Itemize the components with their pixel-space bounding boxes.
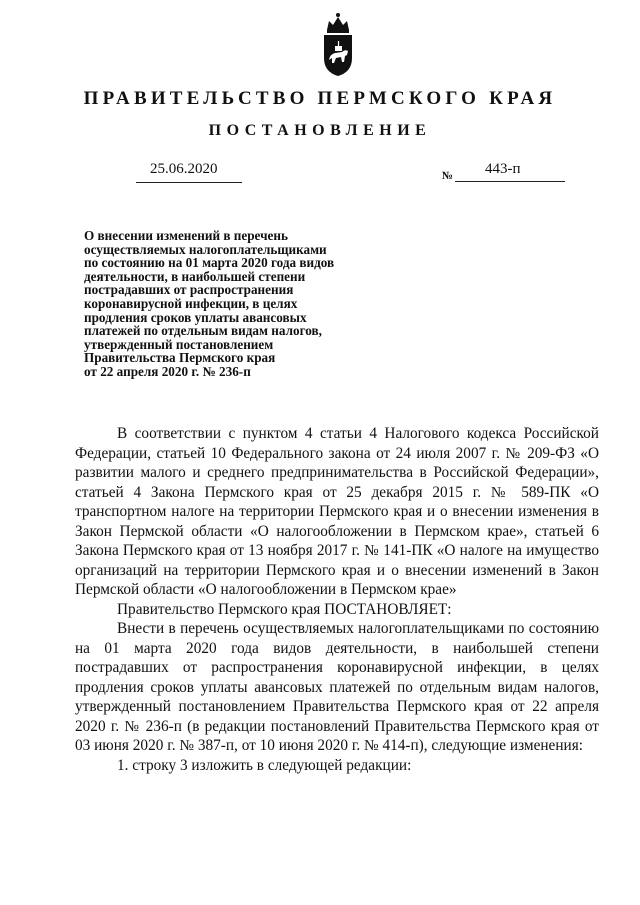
body-paragraph-preamble: В соответствии с пунктом 4 статьи 4 Налогового кодекса Российской Федерации, статьей 10 Федерального закона от 24 июля 2007 г. № 209-ФЗ «О развитии малого и среднего предпринимательства в Российской Федерации», статьей 4 Закона Пермского края от 25 декабря 2015 г. № 589-ПК «О транспортном налоге на территории Пермского края и о внесении изменения в Закон Пермской области «О налогообложении в Пермском крае», статьей 6 Закона Пермского края от 13 ноября 2017 г. № 141-ПК «О налоге на имущество организаций на территории Пермского края и о внесении изменений в Закон Пермской области «О налогообложении в Пермском крае» — [75, 425, 599, 598]
perm-krai-coat-of-arms-icon — [318, 10, 358, 80]
subject-line: по состоянию на 01 марта 2020 года видов — [84, 255, 335, 271]
subject-line: продления сроков уплаты авансовых — [84, 309, 307, 325]
subject-line: коронавирусной инфекции, в целях — [84, 295, 298, 311]
subject-line: от 22 апреля 2020 г. № 236-п — [84, 363, 251, 379]
subject-line: деятельности, в наибольшей степени — [84, 268, 306, 284]
number-underline — [455, 181, 565, 182]
body-paragraph-decree: Правительство Пермского края ПОСТАНОВЛЯЕТ: — [117, 600, 452, 618]
document-subject — [84, 229, 384, 379]
subject-line: осуществляемых налогоплательщиками — [84, 241, 327, 257]
document-body — [75, 424, 599, 775]
subject-line: утвержденный постановлением — [84, 336, 274, 352]
subject-line: пострадавших от распространения — [84, 282, 294, 298]
subject-line: Правительства Пермского края — [84, 350, 276, 366]
document-number: 443-п — [485, 161, 521, 177]
body-paragraph-amendment: Внести в перечень осуществляемых налогоплательщиками по состоянию на 01 марта 2020 года видов деятельности, в наибольшей степени пострадавших от распространения коронавирусной инфекции, в целях продления сроков уплаты авансовых платежей по отдельным видам налогов, утвержденный постановлением Правительства Пермского края от 22 апреля 2020 г. № 236-п (в редакции постановлений Правительства Пермского края от 03 июня 2020 г. № 387-п, от 10 июня 2020 г. № 414-п), следующие изменения: — [75, 620, 599, 754]
government-title: ПРАВИТЕЛЬСТВО ПЕРМСКОГО КРАЯ — [83, 88, 557, 109]
number-sign: № — [442, 170, 454, 182]
subject-line: О внесении изменений в перечень — [84, 228, 288, 243]
date-underline — [136, 182, 242, 183]
document-type: ПОСТАНОВЛЕНИЕ — [208, 122, 432, 139]
body-paragraph-item-1: 1. строку 3 изложить в следующей редакции: — [117, 756, 412, 774]
document-date: 25.06.2020 — [150, 161, 218, 177]
subject-line: платежей по отдельным видам налогов, — [84, 323, 322, 339]
